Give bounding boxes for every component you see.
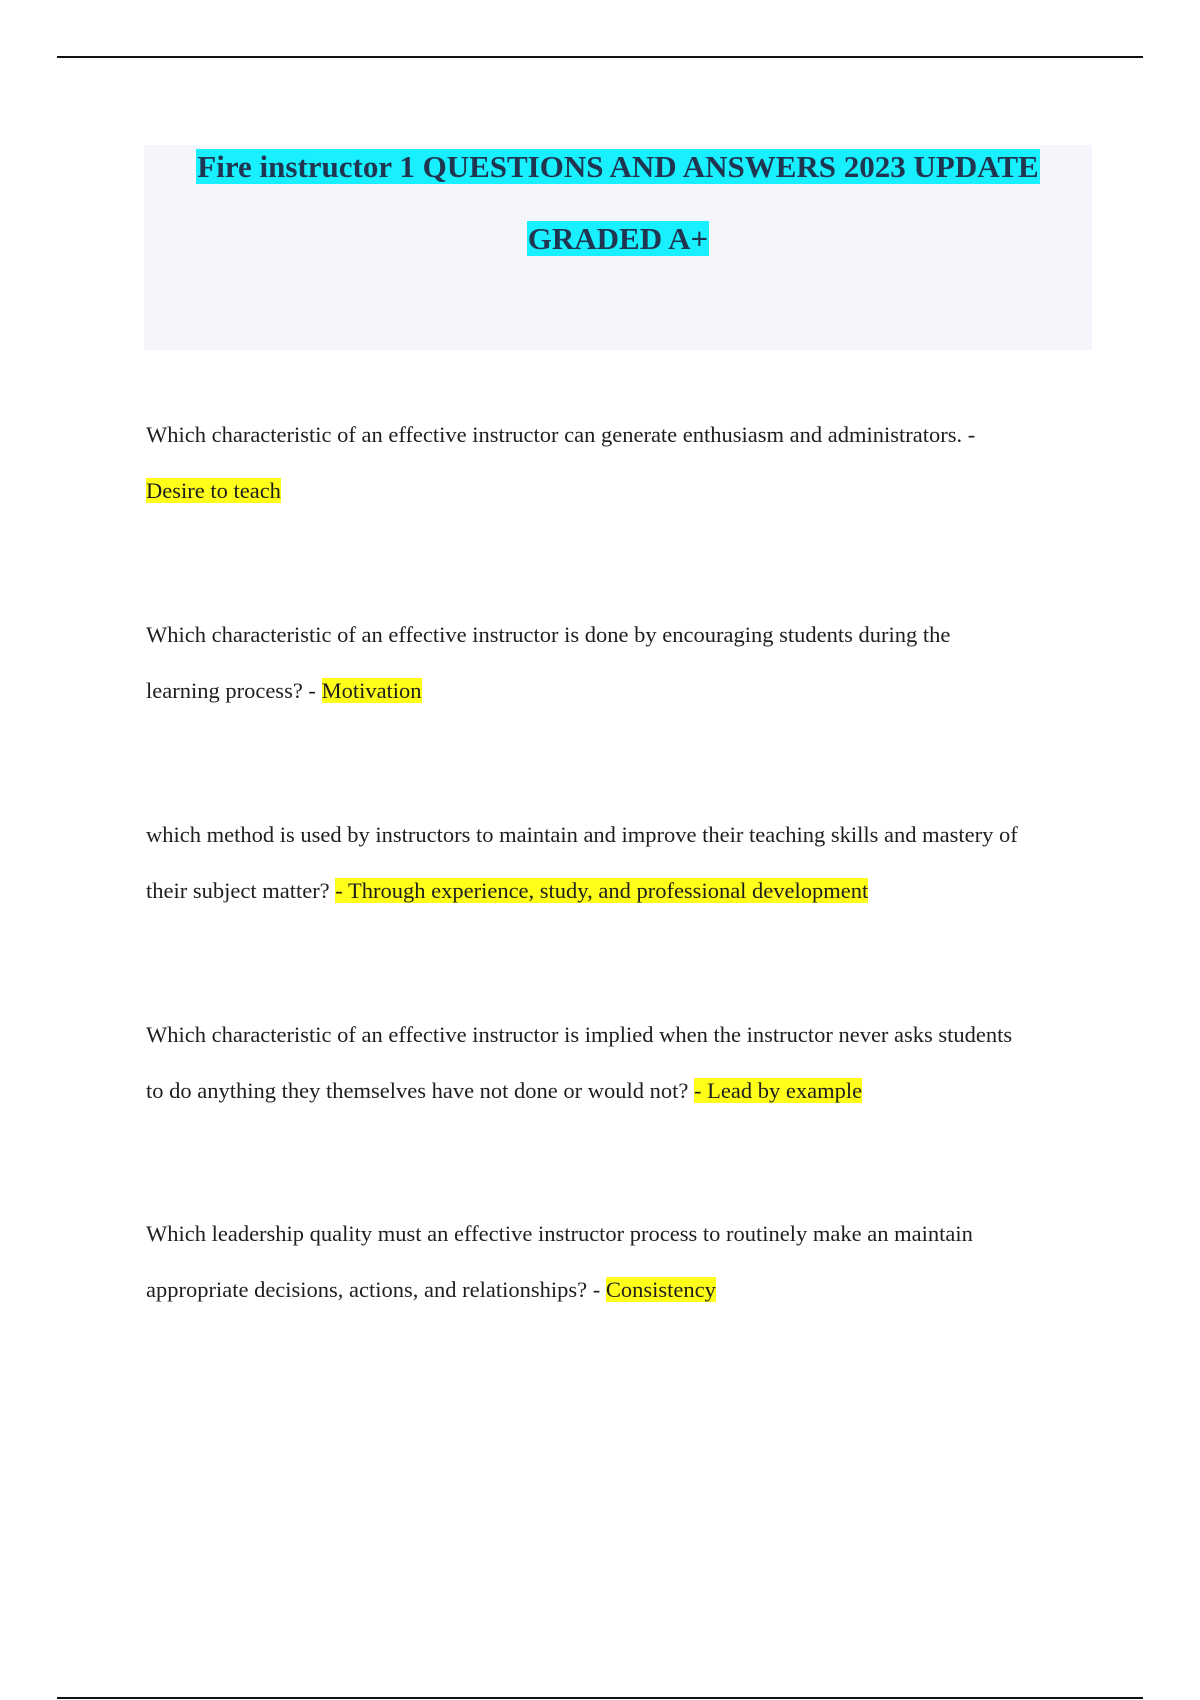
answer-highlight: Consistency (605, 1277, 716, 1302)
qa-item (146, 607, 1096, 719)
question-line-1: which method is used by instructors to maintain and improve their teaching skills and mastery of (146, 822, 1018, 847)
question-text: to do anything they themselves have not done or would not? (146, 1078, 695, 1103)
question-text: their subject matter? (146, 878, 336, 903)
question-line-2 (146, 463, 1096, 519)
question-line-1: Which characteristic of an effective instructor can generate enthusiasm and administrators. - (146, 422, 976, 447)
question-line-2 (146, 863, 1096, 919)
title-text-2: GRADED A+ (527, 221, 709, 256)
qa-item (146, 1007, 1096, 1119)
qa-item (146, 1206, 1096, 1318)
title-block (144, 145, 1092, 350)
title-line-1 (144, 147, 1092, 187)
qa-item (146, 407, 1096, 519)
question-text: appropriate decisions, actions, and relationships? - (146, 1277, 606, 1302)
question-line-2 (146, 1262, 1096, 1318)
question-line-2 (146, 663, 1096, 719)
question-line-1: Which leadership quality must an effective instructor process to routinely make an maintain (146, 1221, 973, 1246)
answer-highlight: Desire to teach (146, 478, 281, 503)
question-text: learning process? - (146, 678, 322, 703)
qa-item (146, 807, 1096, 919)
question-line-1: Which characteristic of an effective instructor is done by encouraging students during the (146, 622, 951, 647)
question-line-2 (146, 1063, 1096, 1119)
bottom-rule (57, 1697, 1143, 1699)
question-line-1: Which characteristic of an effective instructor is implied when the instructor never asks students (146, 1022, 1013, 1047)
answer-highlight: - Through experience, study, and professional development (335, 878, 869, 903)
answer-highlight: - Lead by example (694, 1078, 863, 1103)
answer-highlight: Motivation (321, 678, 422, 703)
title-line-2 (144, 219, 1092, 259)
top-rule (57, 56, 1143, 58)
title-text-1: Fire instructor 1 QUESTIONS AND ANSWERS 2023 UPDATE (197, 149, 1039, 184)
